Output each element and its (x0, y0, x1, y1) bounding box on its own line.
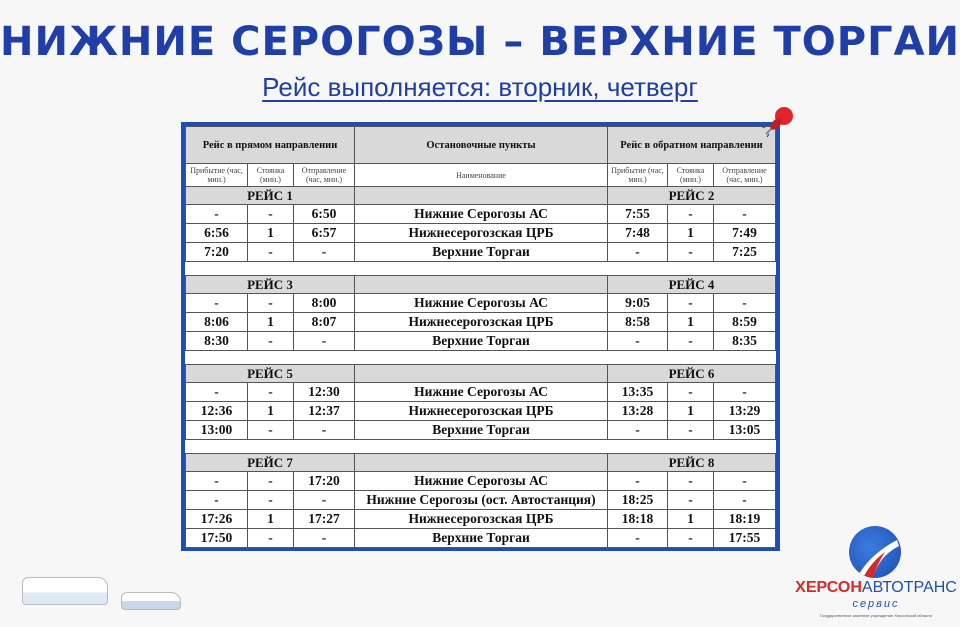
trip-back-label: РЕЙС 2 (608, 187, 776, 205)
cell-back-stop: - (668, 472, 714, 491)
cell-back-stop: - (668, 243, 714, 262)
cell-back-departure: - (714, 383, 776, 402)
logo-name-red: ХЕРСОН (795, 579, 862, 596)
table-row (186, 529, 776, 548)
cell-arrival: - (186, 383, 248, 402)
trip-empty-cell (355, 187, 608, 205)
table-row (186, 205, 776, 224)
cell-back-departure: 17:55 (714, 529, 776, 548)
cell-back-arrival: 18:25 (608, 491, 668, 510)
pushpin-icon (758, 102, 798, 142)
cell-back-stop: - (668, 383, 714, 402)
cell-stop: - (248, 243, 294, 262)
cell-back-stop: 1 (668, 224, 714, 243)
trip-back-label: РЕЙС 4 (608, 276, 776, 294)
bus-image-small (121, 592, 181, 610)
cell-back-departure: - (714, 294, 776, 313)
header-forward: Рейс в прямом направлении (186, 127, 355, 164)
cell-stop-name: Верхние Торгаи (355, 332, 608, 351)
cell-arrival: 17:26 (186, 510, 248, 529)
cell-stop: 1 (248, 402, 294, 421)
cell-stop: 1 (248, 224, 294, 243)
subheader-name: Наименование (355, 164, 608, 187)
cell-stop-name: Верхние Торгаи (355, 243, 608, 262)
cell-arrival: - (186, 205, 248, 224)
spacer (186, 262, 776, 276)
trip-header-row (186, 187, 776, 205)
cell-back-departure: 8:59 (714, 313, 776, 332)
cell-arrival: - (186, 472, 248, 491)
cell-stop: - (248, 205, 294, 224)
cell-back-departure: 7:49 (714, 224, 776, 243)
cell-stop-name: Нижнесерогозская ЦРБ (355, 402, 608, 421)
cell-back-stop: - (668, 294, 714, 313)
cell-back-stop: - (668, 421, 714, 440)
trip-back-label: РЕЙС 6 (608, 365, 776, 383)
cell-arrival: 8:30 (186, 332, 248, 351)
trip-forward-label: РЕЙС 1 (186, 187, 355, 205)
cell-back-stop: 1 (668, 510, 714, 529)
timetable-frame (181, 122, 780, 551)
cell-back-departure: - (714, 205, 776, 224)
table-row (186, 383, 776, 402)
cell-departure: - (294, 529, 355, 548)
cell-departure: 8:07 (294, 313, 355, 332)
cell-departure: 12:30 (294, 383, 355, 402)
logo-emblem-icon (849, 526, 901, 578)
cell-arrival: - (186, 491, 248, 510)
spacer-row (186, 262, 776, 276)
cell-departure: 6:57 (294, 224, 355, 243)
subheader-departure: Отправление (час, мин.) (294, 164, 355, 187)
schedule-days-text: Рейс выполняется: вторник, четверг (262, 72, 698, 102)
page-title: НИЖНИЕ СЕРОГОЗЫ – ВЕРХНИЕ ТОРГАИ (0, 19, 960, 65)
timetable (185, 126, 776, 548)
logo-name (792, 579, 960, 597)
cell-arrival: 8:06 (186, 313, 248, 332)
cell-back-stop: 1 (668, 313, 714, 332)
cell-arrival: - (186, 294, 248, 313)
table-row (186, 402, 776, 421)
cell-back-departure: - (714, 472, 776, 491)
cell-stop-name: Нижние Серогозы АС (355, 383, 608, 402)
cell-departure: - (294, 332, 355, 351)
schedule-days (0, 72, 960, 102)
subheader-arrival: Прибытие (час, мин.) (186, 164, 248, 187)
cell-back-departure: 13:29 (714, 402, 776, 421)
cell-stop: - (248, 294, 294, 313)
table-row (186, 224, 776, 243)
cell-back-arrival: 7:55 (608, 205, 668, 224)
cell-departure: 12:37 (294, 402, 355, 421)
cell-back-arrival: - (608, 472, 668, 491)
cell-stop: - (248, 383, 294, 402)
cell-stop: 1 (248, 313, 294, 332)
trip-header-row (186, 454, 776, 472)
subheader-departure: Отправление (час, мин.) (714, 164, 776, 187)
cell-back-arrival: 13:28 (608, 402, 668, 421)
cell-back-arrival: 13:35 (608, 383, 668, 402)
cell-back-departure: 8:35 (714, 332, 776, 351)
logo-caption: Государственное казенное учреждение Херсонской области (819, 613, 933, 618)
cell-arrival: 7:20 (186, 243, 248, 262)
cell-stop-name: Нижние Серогозы (ост. Автостанция) (355, 491, 608, 510)
spacer-row (186, 440, 776, 454)
cell-back-arrival: - (608, 332, 668, 351)
spacer (186, 440, 776, 454)
cell-arrival: 12:36 (186, 402, 248, 421)
table-row (186, 294, 776, 313)
cell-arrival: 13:00 (186, 421, 248, 440)
cell-back-departure: 7:25 (714, 243, 776, 262)
cell-back-stop: 1 (668, 402, 714, 421)
cell-departure: 6:50 (294, 205, 355, 224)
trip-header-row (186, 276, 776, 294)
cell-stop: - (248, 491, 294, 510)
cell-back-arrival: - (608, 529, 668, 548)
cell-departure: - (294, 421, 355, 440)
table-row (186, 313, 776, 332)
bus-image-large (22, 577, 108, 605)
header-row (186, 127, 776, 164)
cell-arrival: 6:56 (186, 224, 248, 243)
cell-stop-name: Нижнесерогозская ЦРБ (355, 510, 608, 529)
table-row (186, 332, 776, 351)
cell-departure: - (294, 491, 355, 510)
cell-back-stop: - (668, 332, 714, 351)
table-row (186, 243, 776, 262)
cell-stop: 1 (248, 510, 294, 529)
cell-stop-name: Нижние Серогозы АС (355, 294, 608, 313)
cell-stop-name: Верхние Торгаи (355, 529, 608, 548)
cell-arrival: 17:50 (186, 529, 248, 548)
trip-forward-label: РЕЙС 3 (186, 276, 355, 294)
cell-departure: 17:20 (294, 472, 355, 491)
spacer (186, 351, 776, 365)
company-logo (792, 526, 960, 627)
table-row (186, 472, 776, 491)
trip-header-row (186, 365, 776, 383)
cell-back-stop: - (668, 491, 714, 510)
table-row (186, 491, 776, 510)
cell-stop: - (248, 421, 294, 440)
cell-back-departure: - (714, 491, 776, 510)
logo-service: сервис (852, 598, 900, 610)
cell-back-arrival: - (608, 243, 668, 262)
cell-back-departure: 18:19 (714, 510, 776, 529)
cell-departure: - (294, 243, 355, 262)
subheader-stop: Стоянка (мин.) (668, 164, 714, 187)
cell-stop-name: Нижние Серогозы АС (355, 472, 608, 491)
cell-back-arrival: 18:18 (608, 510, 668, 529)
cell-stop-name: Нижнесерогозская ЦРБ (355, 224, 608, 243)
trip-forward-label: РЕЙС 7 (186, 454, 355, 472)
cell-departure: 8:00 (294, 294, 355, 313)
cell-back-arrival: 8:58 (608, 313, 668, 332)
header-stops: Остановочные пункты (355, 127, 608, 164)
cell-stop: - (248, 472, 294, 491)
cell-back-stop: - (668, 205, 714, 224)
header-back: Рейс в обратном направлении (608, 127, 776, 164)
cell-back-departure: 13:05 (714, 421, 776, 440)
cell-back-arrival: - (608, 421, 668, 440)
trip-empty-cell (355, 276, 608, 294)
table-row (186, 510, 776, 529)
trip-back-label: РЕЙС 8 (608, 454, 776, 472)
cell-stop-name: Нижнесерогозская ЦРБ (355, 313, 608, 332)
cell-stop: - (248, 332, 294, 351)
cell-stop-name: Нижние Серогозы АС (355, 205, 608, 224)
subheader-arrival: Прибытие (час, мин.) (608, 164, 668, 187)
trip-empty-cell (355, 365, 608, 383)
cell-departure: 17:27 (294, 510, 355, 529)
table-row (186, 421, 776, 440)
subheader-stop: Стоянка (мин.) (248, 164, 294, 187)
logo-name-blue: АВТОТРАНС (861, 579, 957, 596)
cell-back-arrival: 7:48 (608, 224, 668, 243)
cell-stop: - (248, 529, 294, 548)
cell-back-stop: - (668, 529, 714, 548)
trip-forward-label: РЕЙС 5 (186, 365, 355, 383)
subheader-row (186, 164, 776, 187)
spacer-row (186, 351, 776, 365)
cell-back-arrival: 9:05 (608, 294, 668, 313)
trip-empty-cell (355, 454, 608, 472)
cell-stop-name: Верхние Торгаи (355, 421, 608, 440)
